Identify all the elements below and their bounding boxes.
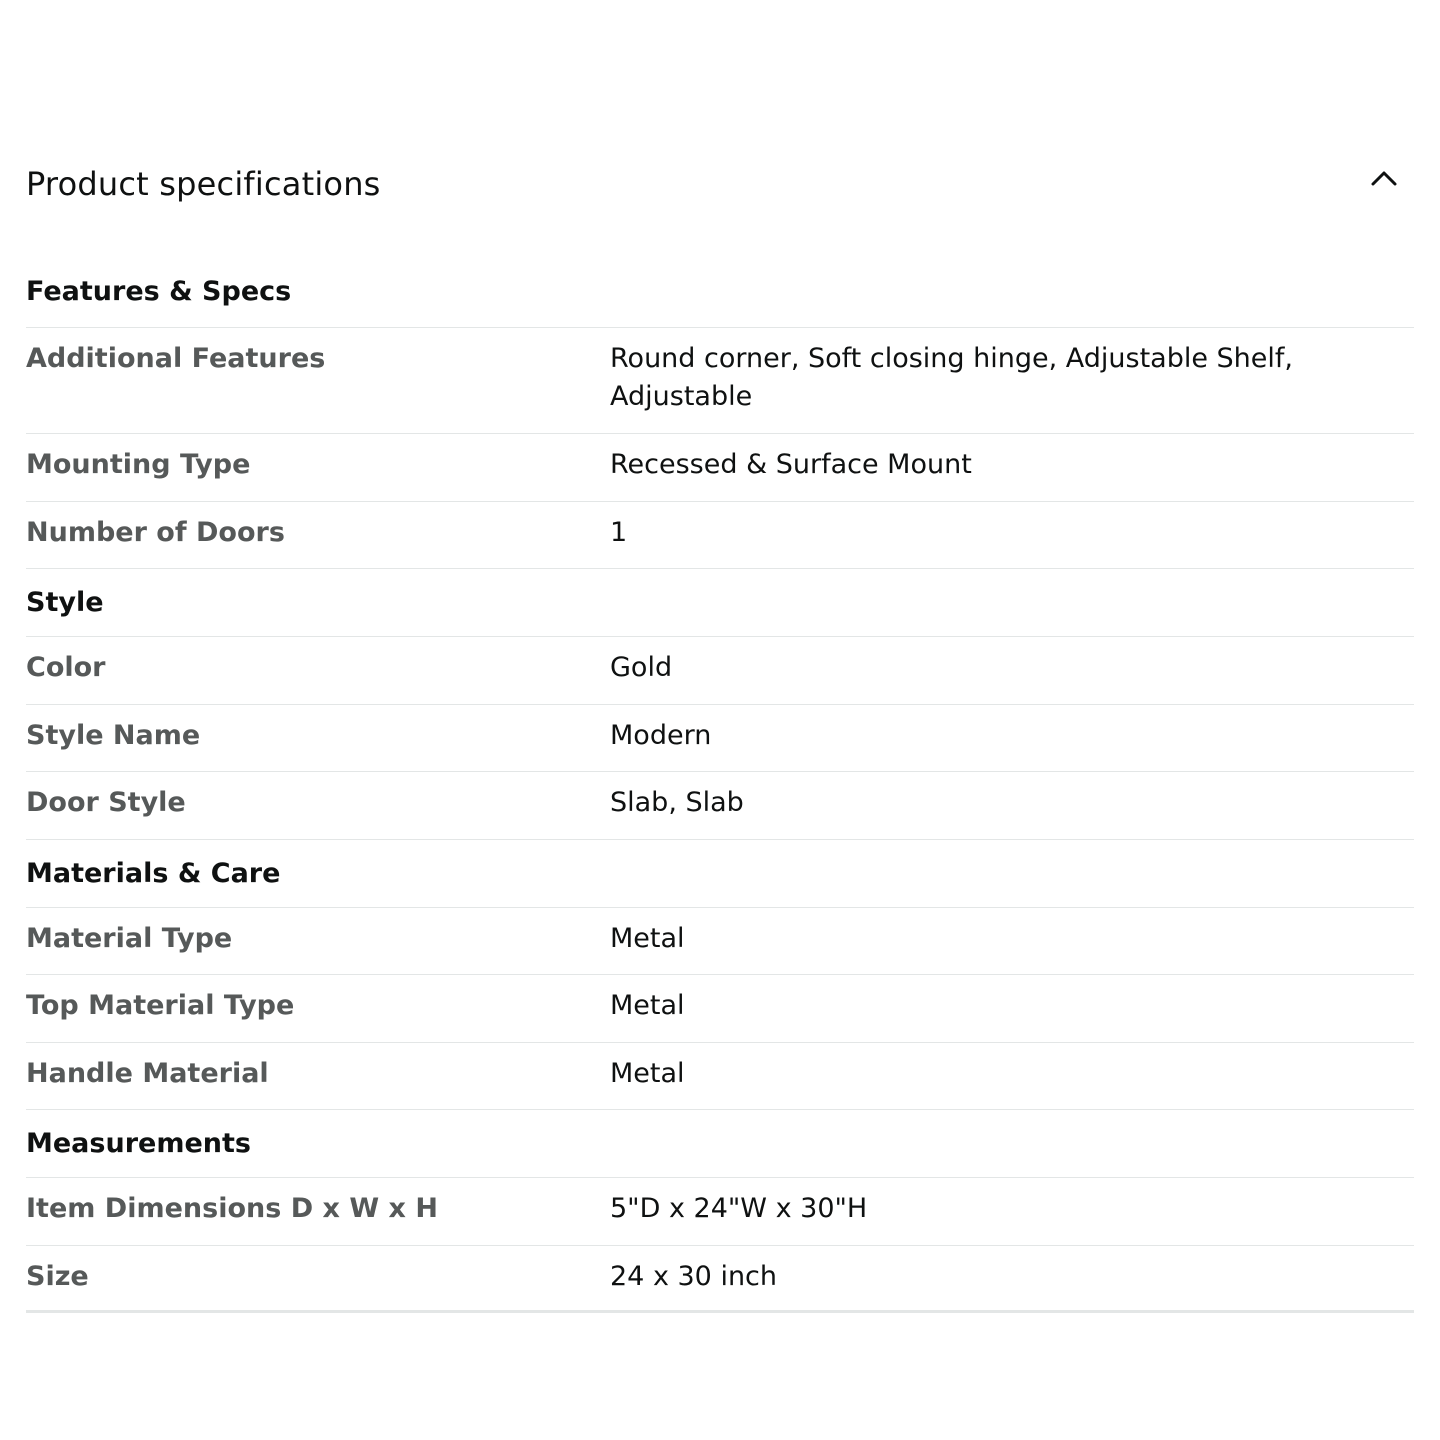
chevron-up-icon [1368, 162, 1400, 194]
spec-value: Metal [610, 1057, 685, 1089]
spec-label: Item Dimensions D x W x H [26, 1193, 438, 1224]
panel-header[interactable] [26, 150, 1414, 222]
section-heading-style: Style [26, 569, 1414, 637]
spec-value: Metal [610, 990, 685, 1021]
spec-label: Top Material Type [26, 990, 295, 1021]
spec-row [26, 637, 1414, 705]
spec-row [26, 1178, 1414, 1246]
spec-value: 5"D x 24"W x 30"H [610, 1193, 868, 1224]
spec-label: Style Name [26, 719, 201, 751]
spec-row [26, 502, 1414, 570]
spec-label: Material Type [26, 922, 233, 954]
spec-label: Handle Material [26, 1057, 269, 1089]
section-heading-measurements: Measurements [26, 1110, 1414, 1178]
panel-title: Product specifications [26, 165, 381, 203]
spec-value: Recessed & Surface Mount [610, 449, 972, 480]
section-heading-materials-care: Materials & Care [26, 840, 1414, 908]
spec-label: Color [26, 652, 106, 683]
spec-row [26, 772, 1414, 840]
spec-value: Modern [610, 719, 712, 751]
collapse-toggle-button[interactable] [1368, 162, 1400, 194]
section-heading-features-specs: Features & Specs [26, 244, 1414, 328]
spec-value: 24 x 30 inch [610, 1260, 778, 1292]
spec-row [26, 434, 1414, 502]
spec-value: Metal [610, 922, 685, 954]
spec-value: Gold [610, 652, 673, 683]
spec-label: Number of Doors [26, 516, 285, 548]
spec-label: Mounting Type [26, 449, 251, 480]
spec-row [26, 1043, 1414, 1111]
spec-row [26, 975, 1414, 1043]
spec-value: 1 [610, 516, 628, 548]
spec-label: Size [26, 1260, 89, 1292]
spec-body [26, 244, 1414, 1313]
spec-value: Slab, Slab [610, 787, 744, 818]
product-specifications-panel [26, 150, 1414, 1313]
spec-row [26, 705, 1414, 773]
spec-label: Door Style [26, 787, 186, 818]
spec-value: Round corner, Soft closing hinge, Adjustable Shelf, Adjustable [610, 343, 1293, 412]
spec-row [26, 1246, 1414, 1314]
spec-row [26, 328, 1414, 434]
spec-row [26, 908, 1414, 976]
spec-label: Additional Features [26, 343, 326, 374]
